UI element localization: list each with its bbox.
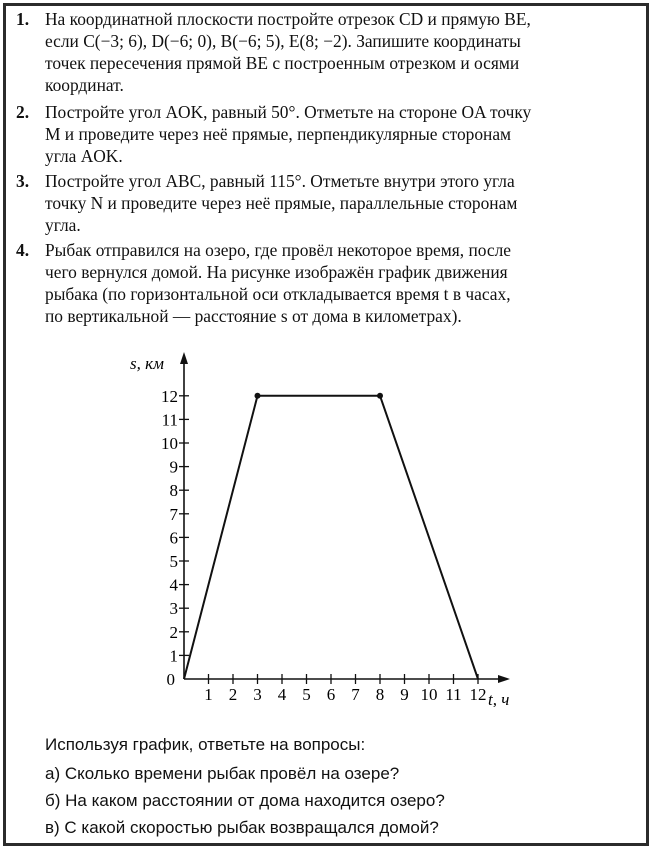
y-tick-label: 12	[161, 386, 178, 406]
x-tick-label: 5	[302, 685, 311, 704]
task-line: рыбака (по горизонтальной оси откладывается время t в часах,	[45, 284, 511, 304]
origin-label: 0	[166, 670, 175, 689]
x-tick-label: 11	[445, 685, 462, 704]
task-number: 4.	[16, 240, 30, 260]
question-a: а) Сколько времени рыбак провёл на озере?	[45, 764, 400, 783]
task-number: 1.	[16, 9, 30, 29]
question-c: в) С какой скоростью рыбак возвращался домой?	[45, 818, 439, 837]
x-tick-label: 6	[326, 685, 336, 704]
x-tick-label: 7	[351, 685, 360, 704]
task-line: Постройте угол ABC, равный 115°. Отметьте внутри этого угла	[45, 171, 515, 191]
task-text	[45, 8, 634, 96]
task-number: 2.	[16, 102, 30, 122]
y-tick-label: 3	[169, 599, 178, 619]
data-point	[377, 393, 383, 399]
task-line: Постройте угол AOK, равный 50°. Отметьте на стороне OA точку	[45, 102, 532, 122]
task-line: чего вернулся домой. На рисунке изображён график движения	[45, 262, 508, 282]
task-text	[45, 101, 634, 167]
task-text	[45, 170, 634, 236]
x-axis-arrow	[498, 675, 510, 683]
y-tick-label: 4	[169, 575, 178, 595]
task-line: угла.	[45, 215, 81, 235]
task-number: 3.	[16, 171, 30, 191]
x-tick-label: 2	[228, 685, 238, 704]
series-line	[184, 396, 478, 679]
x-tick-label: 10	[420, 685, 438, 704]
task-text	[45, 239, 634, 327]
x-tick-label: 3	[253, 685, 262, 704]
task-line: угла AOK.	[45, 146, 123, 166]
task-line: M и проведите через неё прямые, перпендикулярные сторонам	[45, 124, 512, 144]
distance-time-chart	[120, 347, 530, 707]
task-line: точку N и проведите через неё прямые, параллельные сторонам	[45, 193, 518, 213]
task-line: координат.	[45, 75, 124, 95]
x-tick-label: 4	[277, 685, 287, 704]
x-tick-label: 8	[375, 685, 385, 704]
y-axis-arrow	[180, 352, 188, 364]
x-axis-label: t, ч	[488, 690, 510, 707]
y-tick-label: 10	[161, 434, 178, 453]
task-line: Рыбак отправился на озеро, где провёл некоторое время, после	[45, 240, 512, 260]
y-axis-label: s, км	[130, 354, 164, 373]
y-tick-label: 1	[169, 646, 178, 666]
x-tick-label: 1	[204, 685, 213, 704]
y-tick-label: 6	[169, 528, 178, 548]
y-tick-label: 9	[169, 457, 178, 477]
data-point	[255, 393, 261, 399]
x-tick-label: 9	[400, 685, 409, 704]
y-tick-label: 5	[169, 552, 178, 571]
task-line: На координатной плоскости постройте отрезок CD и прямую BE,	[45, 9, 531, 29]
y-tick-label: 8	[169, 481, 178, 501]
y-tick-label: 2	[169, 622, 178, 642]
task-line: точек пересечения прямой BE с построенным отрезком и осями	[45, 53, 520, 73]
y-tick-label: 11	[161, 410, 178, 430]
question-b: б) На каком расстоянии от дома находится озеро?	[45, 791, 445, 810]
y-tick-label: 7	[169, 504, 178, 524]
task-line: если C(−3; 6), D(−6; 0), B(−6; 5), E(8; −2). Запишите координаты	[45, 31, 521, 51]
x-tick-label: 12	[469, 685, 487, 704]
questions-intro: Используя график, ответьте на вопросы:	[45, 735, 366, 754]
task-line: по вертикальной — расстояние s от дома в километрах).	[45, 306, 462, 326]
